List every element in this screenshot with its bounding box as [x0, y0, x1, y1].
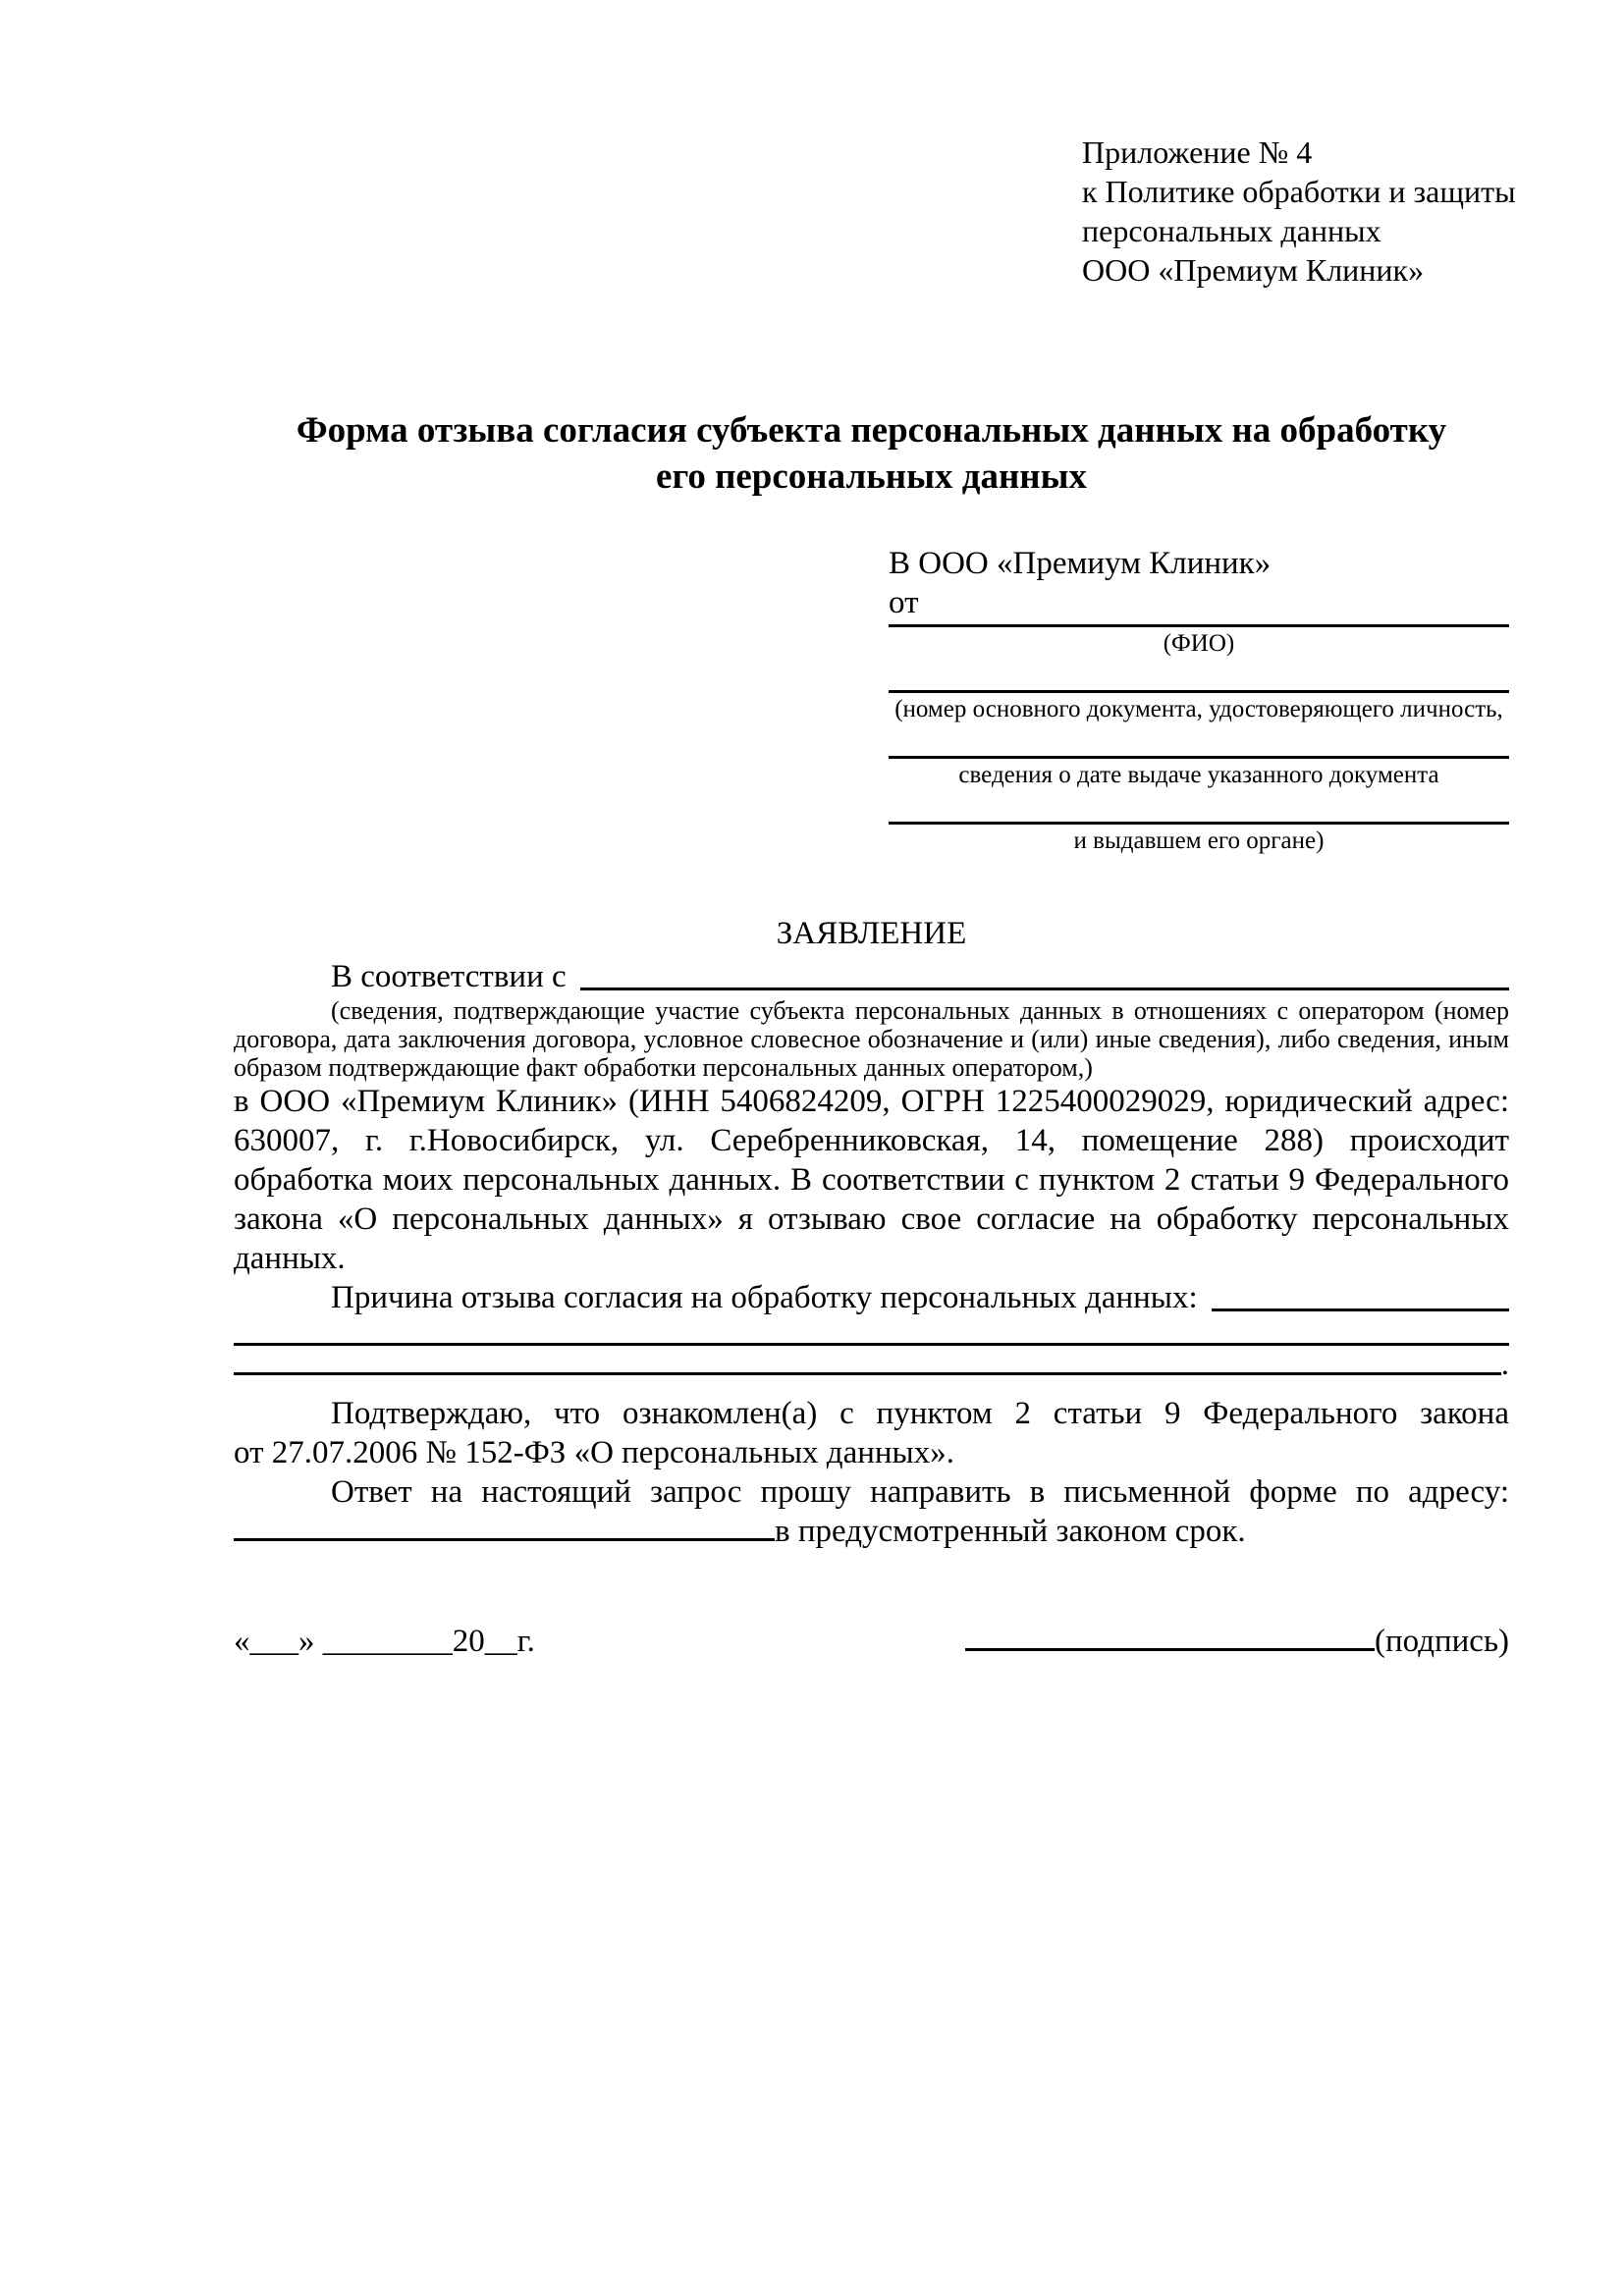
address-blank-line: [234, 1538, 775, 1541]
appendix-line: ООО «Премиум Клиник»: [1082, 252, 1425, 288]
document-title: [234, 407, 1509, 500]
addressee-block: [889, 544, 1509, 857]
reason-blank-line-1: [1212, 1308, 1509, 1311]
signature-blank-line: [965, 1648, 1375, 1651]
basis-note: (сведения, подтверждающие участие субъекта персональных данных в отношениях с оператором (номер договора, дата заключения договора, условное словесное обозначение и (или) иные сведения), либо сведения, иным образом подтверждающие факт обработки персональных данных оператором,): [234, 996, 1509, 1082]
confirmation-paragraph: [234, 1394, 1509, 1472]
signature-row: [234, 1622, 1509, 1661]
signature-group: [965, 1622, 1509, 1661]
fio-caption: (ФИО): [1163, 630, 1235, 657]
appendix-line: к Политике обработки и защиты: [1082, 174, 1516, 209]
appendix-line: Приложение № 4: [1082, 134, 1313, 170]
addressee-to: В ООО «Премиум Клиник»: [889, 546, 1272, 581]
document-title-line: Форма отзыва согласия субъекта персональных данных на обработку: [296, 410, 1447, 451]
reason-period: .: [1500, 1347, 1509, 1382]
issuer-caption: и выдавшем его органе): [1073, 828, 1325, 854]
confirmation-line-2: от 27.07.2006 № 152-ФЗ «О персональных данных».: [234, 1435, 954, 1470]
reason-line: [234, 1278, 1509, 1317]
basis-blank-line: [580, 988, 1509, 990]
reply-address-line: [234, 1512, 1509, 1551]
statement-body: в ООО «Премиум Клиник» (ИНН 5406824209, ОГРН 1225400029029, юридический адрес: 630007, г. г.Новосибирск, ул. Серебренниковская, 14, помещение 288) происходит обработка моих персональных данных. В соответствии с пунктом 2 статьи 9 Федерального закона «О персональных данных» я отзываю свое согласие на обработку персональных данных.: [234, 1084, 1509, 1276]
reason-blank-line-3: [234, 1346, 1509, 1382]
signature-caption: (подпись): [1375, 1624, 1509, 1659]
reply-request-line: Ответ на настоящий запрос прошу направить в письменной форме по адресу:: [331, 1474, 1509, 1510]
document-title-line: его персональных данных: [656, 456, 1087, 497]
document-content: [0, 133, 1624, 1661]
doc-number-blank-line: [889, 660, 1509, 693]
issuer-blank-line: [889, 791, 1509, 825]
appendix-note: [1082, 133, 1516, 290]
reply-deadline-text: в предусмотренный законом срок.: [775, 1514, 1246, 1549]
date-blank: «___» ________20__г.: [234, 1624, 535, 1659]
appendix-line: персональных данных: [1082, 213, 1381, 248]
issue-date-caption: сведения о дате выдаче указанного документа: [958, 762, 1439, 788]
reason-label: Причина отзыва согласия на обработку персональных данных:: [331, 1280, 1198, 1315]
reason-blank-line-2: [234, 1317, 1509, 1346]
reason-blank-line-3-rule: [234, 1372, 1501, 1375]
confirmation-line-1: Подтверждаю, что ознакомлен(а) с пунктом 2 статьи 9 Федерального закона: [331, 1396, 1509, 1431]
basis-prefix: В соответствии с: [331, 959, 567, 994]
doc-number-caption: (номер основного документа, удостоверяющего личность,: [894, 696, 1503, 722]
issue-date-blank-line: [889, 725, 1509, 759]
statement-heading: ЗАЯВЛЕНИЕ: [776, 916, 967, 951]
basis-line: [234, 957, 1509, 996]
addressee-from-label: от: [889, 585, 919, 620]
